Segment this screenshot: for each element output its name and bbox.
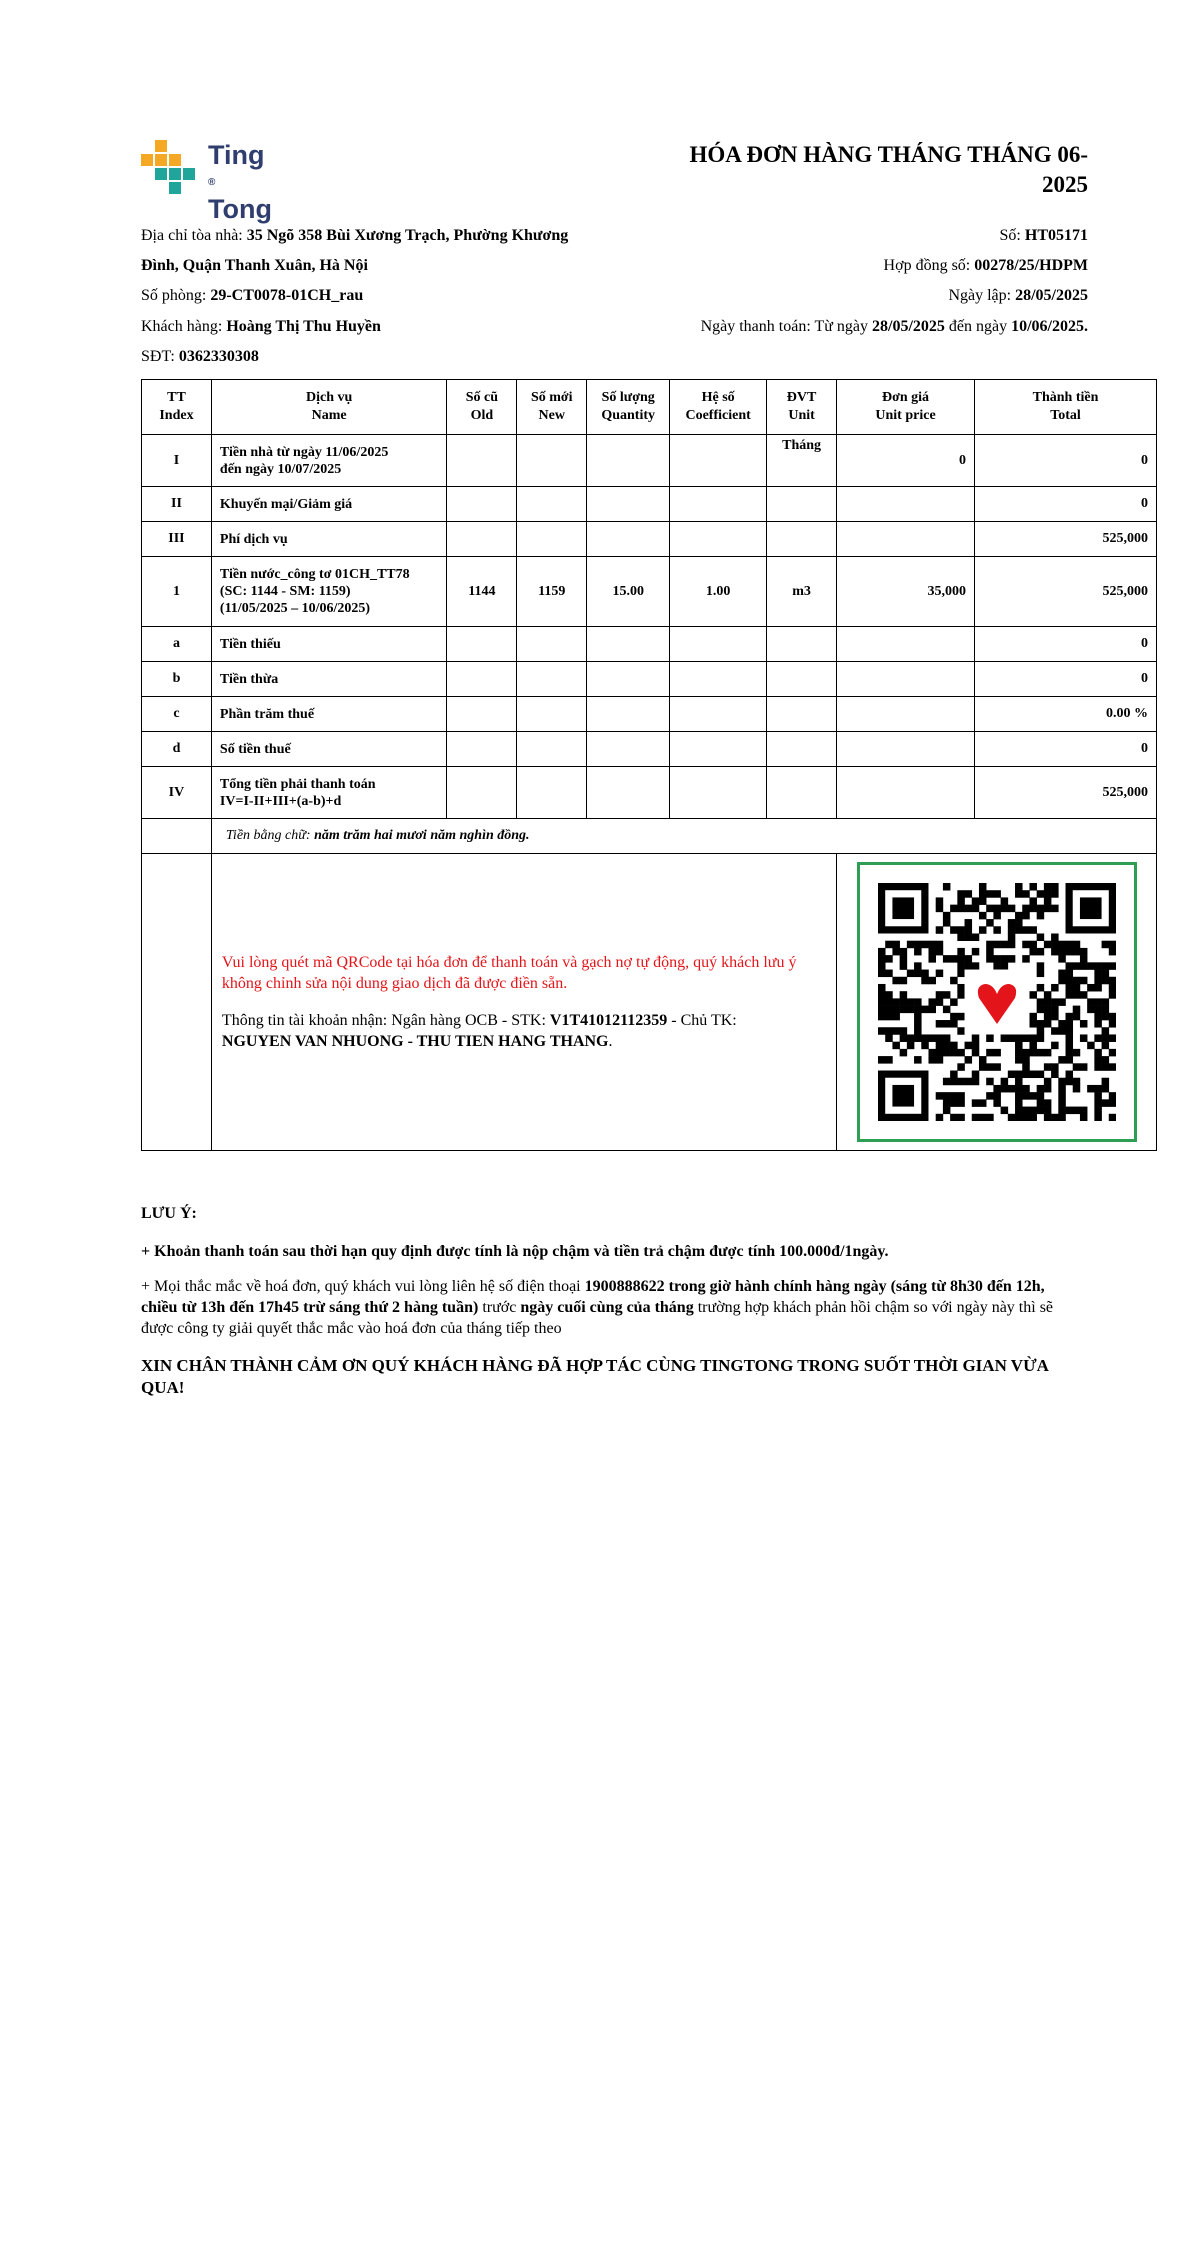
cell-unit <box>767 627 837 662</box>
table-row <box>142 522 1157 557</box>
cell-new <box>517 627 587 662</box>
cell-index: a <box>142 627 212 662</box>
header-cell: Thành tiền Total <box>975 380 1157 435</box>
payment-period: Ngày thanh toán: Từ ngày 28/05/2025 đến ngày 10/06/2025. <box>700 318 1088 335</box>
cell-name: Tiền nhà từ ngày 11/06/2025 đến ngày 10/07/2025 <box>211 435 446 487</box>
table-row <box>142 767 1157 819</box>
cell-index: d <box>142 732 212 767</box>
cell-coef: 1.00 <box>670 557 767 627</box>
notes-heading: LƯU Ý: <box>141 1205 197 1222</box>
cell-unit <box>767 697 837 732</box>
cell-new <box>517 697 587 732</box>
cell-old <box>447 435 517 487</box>
building-address-cont: Đình, Quận Thanh Xuân, Hà Nội <box>141 257 368 274</box>
cell-new <box>517 662 587 697</box>
cell-price: 35,000 <box>837 557 975 627</box>
cell-total: 0.00 % <box>975 697 1157 732</box>
cell-price: 0 <box>837 435 975 487</box>
payment-qr-row <box>142 854 1157 1151</box>
cell-total: 0 <box>975 732 1157 767</box>
cell-old <box>447 732 517 767</box>
cell-price <box>837 522 975 557</box>
cell-total: 525,000 <box>975 557 1157 627</box>
room-number: Số phòng: 29-CT0078-01CH_rau <box>141 287 364 304</box>
cell-index: b <box>142 662 212 697</box>
cell-qty <box>587 767 670 819</box>
table-row <box>142 435 1157 487</box>
cell-unit: Tháng <box>767 435 837 487</box>
qr-notice: Vui lòng quét mã QRCode tại hóa đơn để thanh toán và gạch nợ tự động, quý khách lưu ý không chỉnh sửa nội dung giao dịch đã được điền sẵn. <box>221 954 797 992</box>
cell-old <box>447 767 517 819</box>
table-header-row <box>142 380 1157 435</box>
cell-price <box>837 487 975 522</box>
cell-old <box>447 627 517 662</box>
bank-account-info: Thông tin tài khoản nhận: Ngân hàng OCB - STK: V1T41012112359 - Chủ TK: NGUYEN VAN NHUONG - THU TIEN HANG THANG. <box>221 1012 737 1050</box>
qr-code-icon <box>878 883 1116 1121</box>
amount-in-words-row: Tiền bằng chữ: năm trăm hai mươi năm nghìn đồng. <box>142 819 1157 854</box>
cell-old <box>447 522 517 557</box>
cell-unit <box>767 662 837 697</box>
cell-unit <box>767 767 837 819</box>
header-cell: Số mới New <box>517 380 587 435</box>
cell-name: Tổng tiền phải thanh toán IV=I-II+III+(a-b)+d <box>211 767 446 819</box>
cell-total: 525,000 <box>975 767 1157 819</box>
cell-name: Phần trăm thuế <box>211 697 446 732</box>
contact-note: + Mọi thắc mắc về hoá đơn, quý khách vui lòng liên hệ số điện thoại 1900888622 trong giờ hành chính hàng ngày (sáng từ 8h30 đến 12h, chiều từ 13h đến 17h45 trừ sáng thứ 2 hàng tuần) trước ngày cuối cùng của tháng trường hợp khách phản hồi chậm so với ngày này thì sẽ được công ty giải quyết thắc mắc vào hoá đơn của tháng tiếp theo <box>141 1278 1054 1337</box>
cell-unit <box>767 487 837 522</box>
header-cell: Số lượng Quantity <box>587 380 670 435</box>
cell-old <box>447 697 517 732</box>
table-row <box>142 732 1157 767</box>
cell-coef <box>670 662 767 697</box>
cell-name: Tiền thiếu <box>211 627 446 662</box>
cell-coef <box>670 487 767 522</box>
payment-qr-code[interactable] <box>857 862 1137 1142</box>
cell-new <box>517 435 587 487</box>
cell-old <box>447 662 517 697</box>
issue-date: Ngày lập: 28/05/2025 <box>948 287 1088 304</box>
customer-phone: SĐT: 0362330308 <box>141 348 259 365</box>
cell-total: 0 <box>975 487 1157 522</box>
table-row <box>142 697 1157 732</box>
cell-coef <box>670 435 767 487</box>
cell-new <box>517 732 587 767</box>
invoice-number: Số: HT05171 <box>999 227 1088 244</box>
header-cell: Hệ số Coefficient <box>670 380 767 435</box>
cell-price <box>837 767 975 819</box>
cell-index: IV <box>142 767 212 819</box>
header-cell: Số cũ Old <box>447 380 517 435</box>
table-row <box>142 487 1157 522</box>
thank-you-message: XIN CHÂN THÀNH CẢM ƠN QUÝ KHÁCH HÀNG ĐÃ HỢP TÁC CÙNG TINGTONG TRONG SUỐT THỜI GIAN VỪA QUA! <box>141 1356 1048 1397</box>
header-cell: TT Index <box>142 380 212 435</box>
cell-coef <box>670 627 767 662</box>
cell-name: Tiền nước_công tơ 01CH_TT78 (SC: 1144 - SM: 1159) (11/05/2025 – 10/06/2025) <box>211 557 446 627</box>
cell-qty <box>587 627 670 662</box>
header-cell: Dịch vụ Name <box>211 380 446 435</box>
cell-name: Tiền thừa <box>211 662 446 697</box>
cell-new <box>517 767 587 819</box>
header-cell: Đơn giá Unit price <box>837 380 975 435</box>
cell-unit <box>767 522 837 557</box>
cell-new <box>517 487 587 522</box>
cell-qty: 15.00 <box>587 557 670 627</box>
table-row <box>142 662 1157 697</box>
cell-qty <box>587 435 670 487</box>
cell-total: 525,000 <box>975 522 1157 557</box>
cell-name: Phí dịch vụ <box>211 522 446 557</box>
cell-total: 0 <box>975 435 1157 487</box>
cell-qty <box>587 732 670 767</box>
cell-price <box>837 697 975 732</box>
cell-coef <box>670 767 767 819</box>
cell-qty <box>587 662 670 697</box>
cell-qty <box>587 487 670 522</box>
invoice-table <box>141 379 1157 1151</box>
table-row <box>142 557 1157 627</box>
cell-unit: m3 <box>767 557 837 627</box>
cell-index: 1 <box>142 557 212 627</box>
cell-price <box>837 662 975 697</box>
table-row <box>142 627 1157 662</box>
cell-name: Số tiền thuế <box>211 732 446 767</box>
contract-number: Hợp đồng số: 00278/25/HDPM <box>883 257 1088 274</box>
cell-unit <box>767 732 837 767</box>
customer-name: Khách hàng: Hoàng Thị Thu Huyền <box>141 318 381 335</box>
cell-old: 1144 <box>447 557 517 627</box>
cell-price <box>837 627 975 662</box>
cell-qty <box>587 522 670 557</box>
cell-old <box>447 487 517 522</box>
cell-index: c <box>142 697 212 732</box>
cell-total: 0 <box>975 627 1157 662</box>
cell-index: I <box>142 435 212 487</box>
cell-coef <box>670 697 767 732</box>
cell-price <box>837 732 975 767</box>
cell-qty <box>587 697 670 732</box>
invoice-title: HÓA ĐƠN HÀNG THÁNG THÁNG 06-2025 <box>689 142 1088 197</box>
cell-index: III <box>142 522 212 557</box>
cell-index: II <box>142 487 212 522</box>
building-address: Địa chỉ tòa nhà: 35 Ngõ 358 Bùi Xương Trạch, Phường Khương <box>141 227 569 244</box>
logo-wordmark: Ting ® Tong <box>208 140 272 224</box>
cell-name: Khuyến mại/Giảm giá <box>211 487 446 522</box>
logo-mark-icon <box>141 140 211 200</box>
cell-coef <box>670 732 767 767</box>
cell-coef <box>670 522 767 557</box>
cell-total: 0 <box>975 662 1157 697</box>
cell-new <box>517 522 587 557</box>
header-cell: ĐVT Unit <box>767 380 837 435</box>
cell-new: 1159 <box>517 557 587 627</box>
late-payment-note: + Khoản thanh toán sau thời hạn quy định được tính là nộp chậm và tiền trả chậm được tính 100.000đ/1ngày. <box>141 1243 889 1260</box>
